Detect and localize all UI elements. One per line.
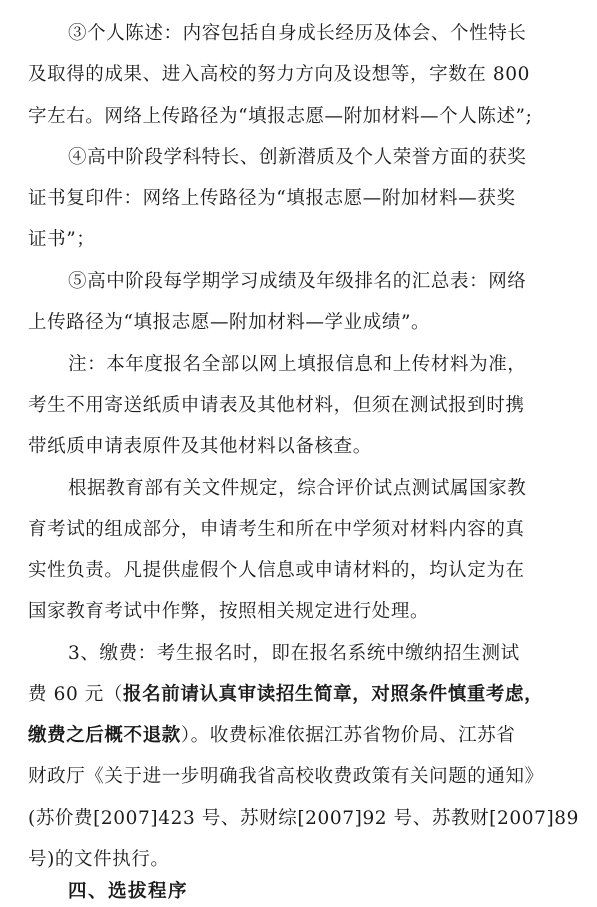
paragraph-fee-line-2: [28, 682, 543, 708]
paragraph-awards-line-1: ④高中阶段学科特长、创新潜质及个人荣誉方面的获奖: [68, 147, 527, 168]
section-heading-selection-procedure: 四、选拔程序: [68, 881, 189, 902]
paragraph-regulation-line-4: 国家教育考试中作弊，按照相关规定进行处理。: [28, 601, 430, 622]
paragraph-regulation-line-1: 根据教育部有关文件规定，综合评价试点测试属国家教: [68, 478, 527, 499]
paragraph-awards-line-2: 证书复印件：网络上传路径为“填报志愿—附加材料—获奖: [28, 188, 516, 209]
paragraph-personal-statement-line-2: 及取得的成果、进入高校的努力方向及设想等，字数在 800: [28, 64, 530, 85]
paragraph-fee-line-1: 3、缴费：考生报名时，即在报名系统中缴纳招生测试: [68, 643, 520, 664]
paragraph-note-line-2: 考生不用寄送纸质申请表及其他材料，但须在测试报到时携: [28, 395, 525, 416]
fee-amount-text: 费 60 元（: [28, 684, 124, 705]
paragraph-note-line-1: 注：本年度报名全部以网上填报信息和上传材料为准，: [68, 354, 527, 375]
paragraph-fee-line-4: 财政厅《关于进一步明确我省高校收费政策有关问题的通知》: [28, 766, 544, 787]
paragraph-fee-line-6: 号)的文件执行。: [28, 849, 170, 870]
paragraph-regulation-line-3: 实性负责。凡提供虚假个人信息或申请材料的，均认定为在: [28, 560, 525, 581]
paragraph-personal-statement-line-3: 字左右。网络上传路径为“填报志愿—附加材料—个人陈述”;: [28, 106, 533, 127]
fee-no-refund-bold-text: 缴费之后概不退款: [28, 725, 181, 746]
paragraph-grades-line-2: 上传路径为“填报志愿—附加材料—学业成绩”。: [28, 312, 431, 333]
paragraph-awards-line-3: 证书”；: [28, 229, 96, 250]
fee-standard-text: ）。收费标准依据江苏省物价局、江苏省: [180, 725, 516, 746]
paragraph-fee-line-3: [28, 723, 515, 749]
fee-warning-bold-text: 报名前请认真审读招生简章，对照条件慎重考虑，: [123, 684, 544, 705]
paragraph-personal-statement-line-1: ③个人陈述：内容包括自身成长经历及体会、个性特长: [68, 23, 527, 44]
paragraph-fee-line-5: (苏价费[2007]423 号、苏财综[2007]92 号、苏教财[2007]89: [28, 808, 580, 829]
paragraph-regulation-line-2: 育考试的组成部分，申请考生和所在中学须对材料内容的真: [28, 519, 525, 540]
paragraph-grades-line-1: ⑤高中阶段每学期学习成绩及年级排名的汇总表：网络: [68, 271, 527, 292]
paragraph-note-line-3: 带纸质申请表原件及其他材料以备核查。: [28, 436, 372, 457]
